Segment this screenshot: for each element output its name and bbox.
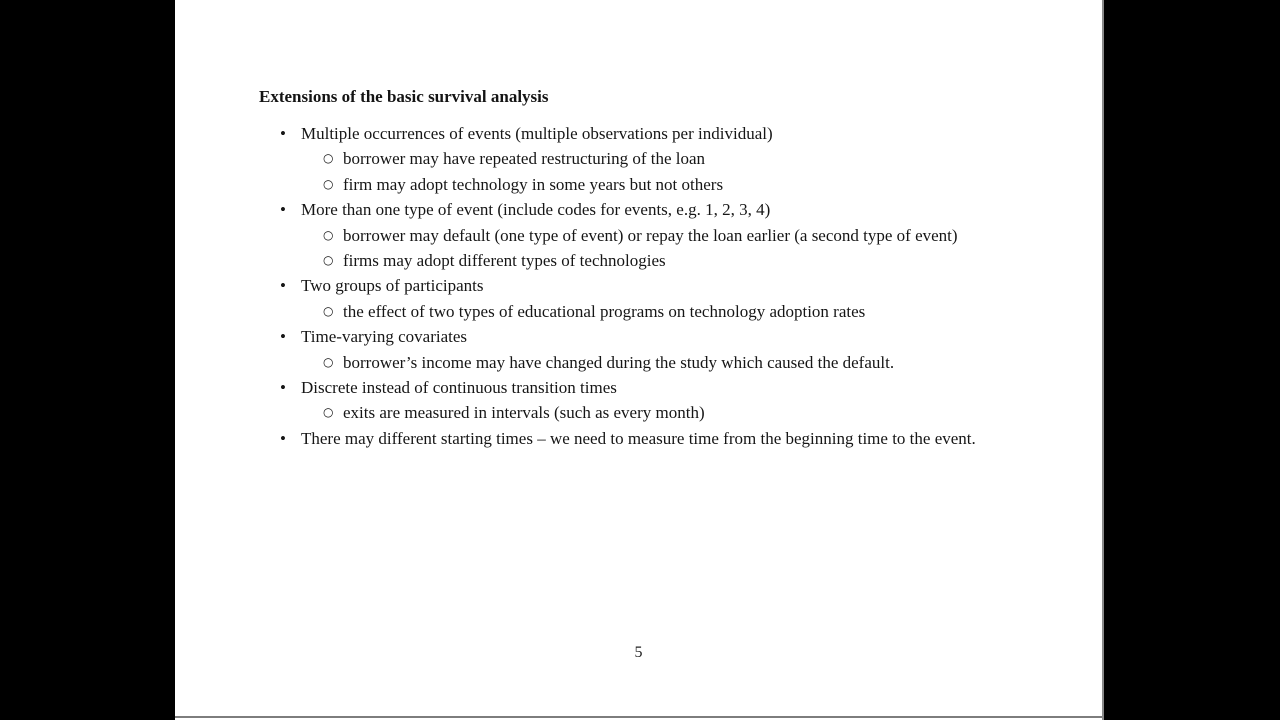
bullet-text: Two groups of participants xyxy=(301,276,484,296)
bullet-text: firm may adopt technology in some years but not others xyxy=(343,174,724,194)
bullet-item xyxy=(280,197,1005,222)
bullet-disc-icon: • xyxy=(280,276,286,296)
bullet-text: borrower may have repeated restructuring of the loan xyxy=(343,149,706,169)
bullet-text: Time-varying covariates xyxy=(301,327,468,347)
bullet-circle-icon: ○ xyxy=(323,176,334,191)
document-page xyxy=(175,0,1104,720)
bullet-disc-icon: • xyxy=(280,428,286,448)
page-bottom-edge-line xyxy=(175,716,1102,718)
bullet-disc-icon: • xyxy=(280,378,286,398)
bullet-text: borrower may default (one type of event) or repay the loan earlier (a second type of event) xyxy=(343,225,958,245)
bullet-list xyxy=(175,121,1102,451)
bullet-item xyxy=(280,273,1005,298)
sub-bullet-item xyxy=(323,400,988,425)
bullet-item xyxy=(280,375,1005,400)
bullet-circle-icon: ○ xyxy=(323,405,334,420)
bullet-disc-icon: • xyxy=(280,327,286,347)
bullet-item xyxy=(280,426,1005,451)
bullet-text: Multiple occurrences of events (multiple observations per individual) xyxy=(301,124,773,143)
sub-bullet-item xyxy=(323,248,988,273)
sub-bullet-item xyxy=(323,350,988,375)
page-title: Extensions of the basic survival analysis xyxy=(259,87,549,106)
sub-bullet-item xyxy=(323,299,988,324)
sub-bullet-item xyxy=(323,146,988,171)
bullet-text: the effect of two types of educational programs on technology adoption rates xyxy=(343,301,866,321)
bullet-circle-icon: ○ xyxy=(323,354,334,369)
bullet-circle-icon: ○ xyxy=(323,303,334,318)
bullet-item xyxy=(280,324,1005,349)
sub-bullet-item xyxy=(323,223,988,248)
bullet-text: There may different starting times – we need to measure time from the beginning time to the event. xyxy=(301,428,976,448)
bullet-text: exits are measured in intervals (such as every month) xyxy=(343,403,705,423)
bullet-text: borrower’s income may have changed during the study which caused the default. xyxy=(343,352,895,372)
bullet-circle-icon: ○ xyxy=(323,253,334,268)
bullet-disc-icon: • xyxy=(280,124,286,143)
bullet-circle-icon: ○ xyxy=(323,151,334,166)
page-number: 5 xyxy=(634,644,643,661)
bullet-text: More than one type of event (include codes for events, e.g. 1, 2, 3, 4) xyxy=(301,200,771,220)
sub-bullet-item xyxy=(323,172,988,197)
bullet-text: Discrete instead of continuous transition times xyxy=(301,378,617,398)
bullet-disc-icon: • xyxy=(280,200,286,220)
bullet-circle-icon: ○ xyxy=(323,227,334,242)
bullet-text: firms may adopt different types of technologies xyxy=(343,251,666,271)
bullet-item xyxy=(280,121,1005,146)
